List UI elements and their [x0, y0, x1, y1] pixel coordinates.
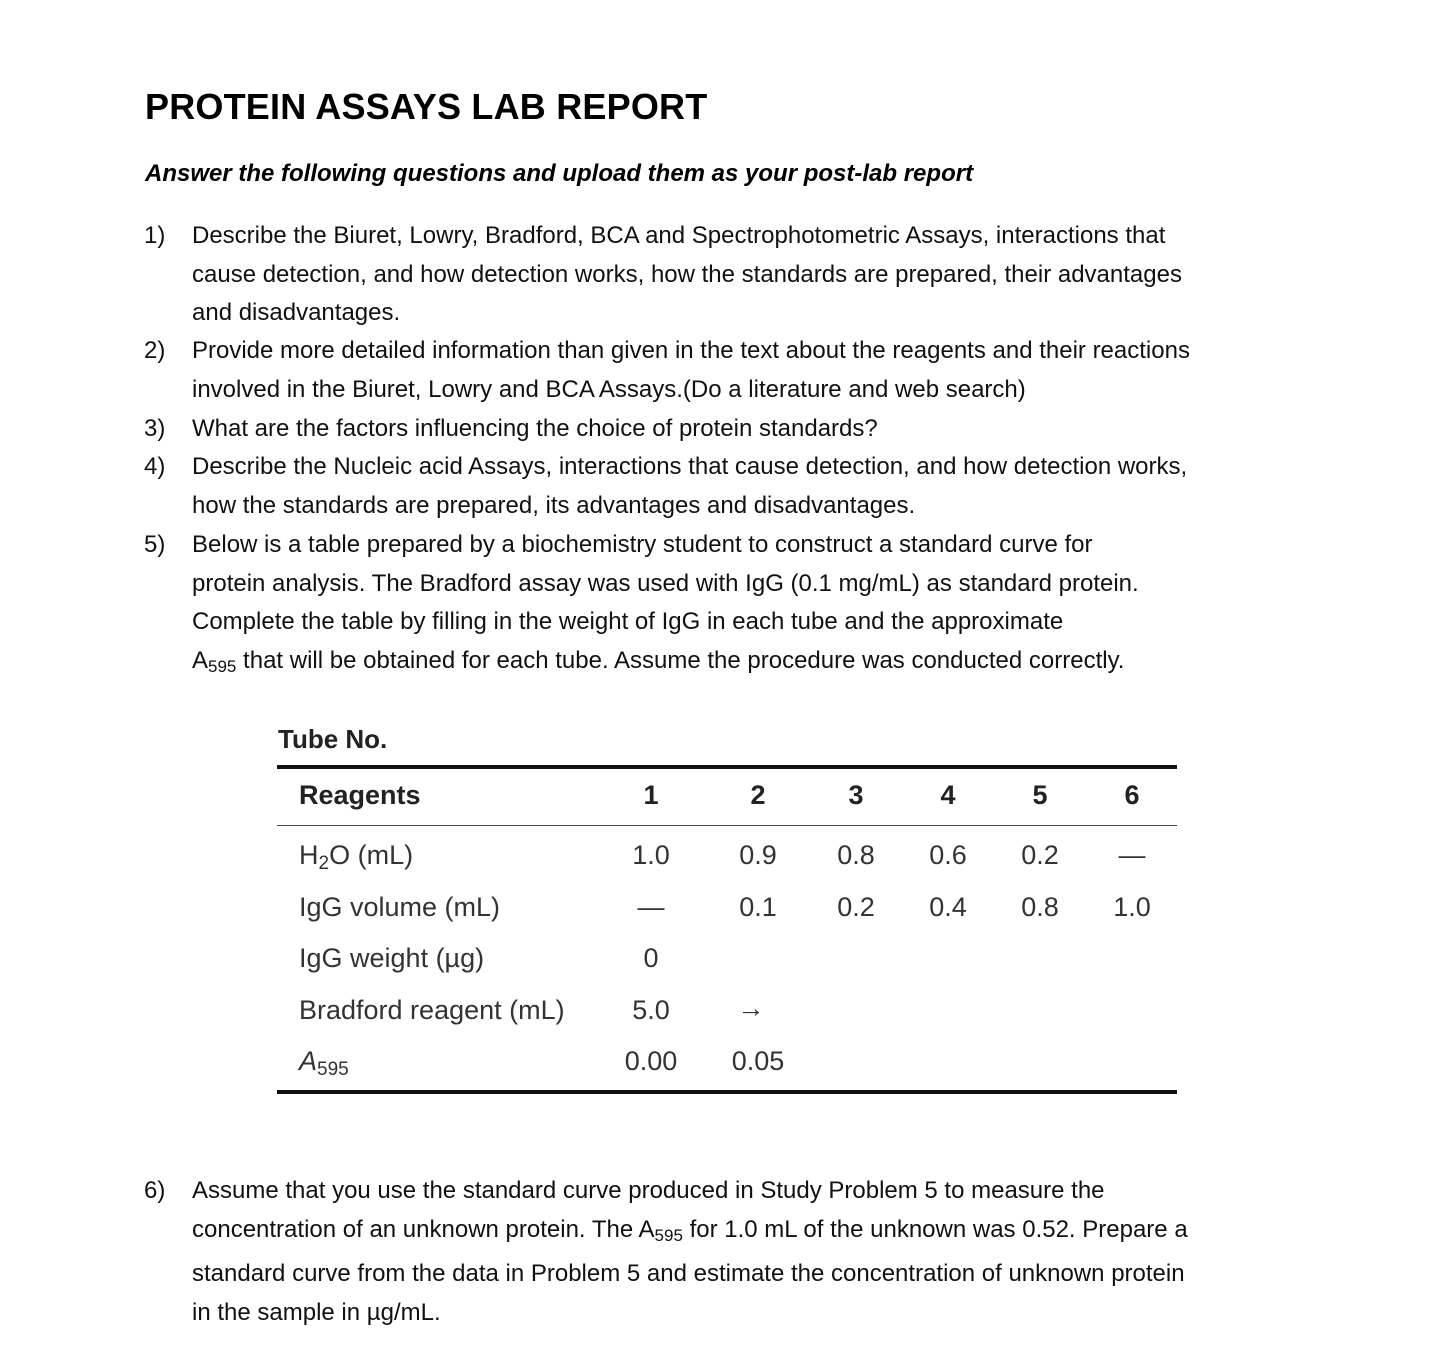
instructions-subtitle: Answer the following questions and upload them as your post-lab report: [145, 160, 974, 187]
question-number: 3): [144, 415, 166, 442]
table-cell: 1.0: [632, 840, 670, 870]
table-row-label-water: H2O (mL): [299, 840, 414, 874]
table-cell: 0.2: [1021, 840, 1059, 870]
table-cell: 0.2: [837, 892, 875, 922]
absorbance-symbol: A: [192, 646, 209, 674]
question-line: What are the factors influencing the choice of protein standards?: [192, 415, 878, 442]
table-header-tube: 3: [848, 780, 864, 810]
question-line: Provide more detailed information than given in the text about the reagents and their reactions: [192, 337, 1190, 364]
table-top-rule: [277, 765, 1177, 769]
question-number: 6): [144, 1177, 166, 1204]
table-header-tube: 4: [940, 780, 956, 810]
question-line: Describe the Biuret, Lowry, Bradford, BCA and Spectrophotometric Assays, interactions that: [192, 222, 1166, 249]
table-cell: 0.6: [929, 840, 967, 870]
table-cell: 0.8: [1021, 892, 1059, 922]
table-header-tube: 6: [1124, 780, 1140, 810]
table-header-rule: [277, 825, 1177, 826]
table-cell: 0: [643, 943, 659, 973]
table-cell: —: [1118, 840, 1146, 870]
table-cell-arrow: →: [737, 993, 765, 1023]
question-number: 5): [144, 531, 166, 558]
table-header-reagents: Reagents: [299, 780, 421, 810]
table-cell: 0.8: [837, 840, 875, 870]
question-line: [192, 642, 1139, 687]
question-number: 4): [144, 453, 166, 480]
table-cell: 5.0: [632, 995, 670, 1025]
question-line: Below is a table prepared by a biochemistry student to construct a standard curve for: [192, 531, 1093, 558]
table-row-label-igg-weight: IgG weight (µg): [299, 943, 485, 973]
question-line: Complete the table by filling in the weight of IgG in each tube and the approximate: [192, 608, 1064, 636]
question-line: involved in the Biuret, Lowry and BCA Assays.(Do a literature and web search): [192, 375, 1026, 403]
table-cell: 0.00: [624, 1046, 678, 1076]
question-line: Describe the Nucleic acid Assays, interactions that cause detection, and how detection works,: [192, 453, 1188, 480]
question-line: standard curve from the data in Problem 5 and estimate the concentration of unknown protein: [192, 1260, 1185, 1288]
table-cell: 0.1: [739, 892, 777, 922]
table-cell: —: [637, 892, 665, 922]
page-title: PROTEIN ASSAYS LAB REPORT: [145, 86, 708, 127]
table-row-label-igg-volume: IgG volume (mL): [299, 892, 501, 922]
table-caption: Tube No.: [278, 724, 388, 754]
table-row-label-absorbance: A595: [299, 1046, 349, 1080]
table-cell: 1.0: [1113, 892, 1151, 922]
question-line: how the standards are prepared, its advantages and disadvantages.: [192, 491, 916, 519]
table-cell: 0.4: [929, 892, 967, 922]
question-line: concentration of an unknown protein. The $A_{595}$ for 1.0 mL of the unknown was 0.52. Prepare a: [192, 1215, 1188, 1245]
table-header-tube: 2: [750, 780, 766, 810]
question-line: cause detection, and how detection works, how the standards are prepared, their advantages: [192, 260, 1182, 288]
table-row-label-bradford-reagent: Bradford reagent (mL): [299, 995, 565, 1025]
question-line: protein analysis. The Bradford assay was used with IgG (0.1 mg/mL) as standard protein.: [192, 569, 1139, 597]
question-number: 2): [144, 337, 166, 364]
absorbance-wavelength: 595: [208, 656, 237, 676]
question-line: and disadvantages.: [192, 299, 401, 327]
question-line-rest: that will be obtained for each tube. Assume the procedure was conducted correctly.: [236, 646, 1125, 674]
question-line: Assume that you use the standard curve produced in Study Problem 5 to measure the: [192, 1177, 1105, 1204]
table-cell: 0.9: [739, 840, 777, 870]
table-header-tube: 1: [643, 780, 659, 810]
table-header-tube: 5: [1032, 780, 1048, 810]
question-line: in the sample in µg/mL.: [192, 1298, 441, 1326]
question-number: 1): [144, 222, 166, 249]
table-bottom-rule: [277, 1090, 1177, 1094]
table-cell: 0.05: [731, 1046, 785, 1076]
